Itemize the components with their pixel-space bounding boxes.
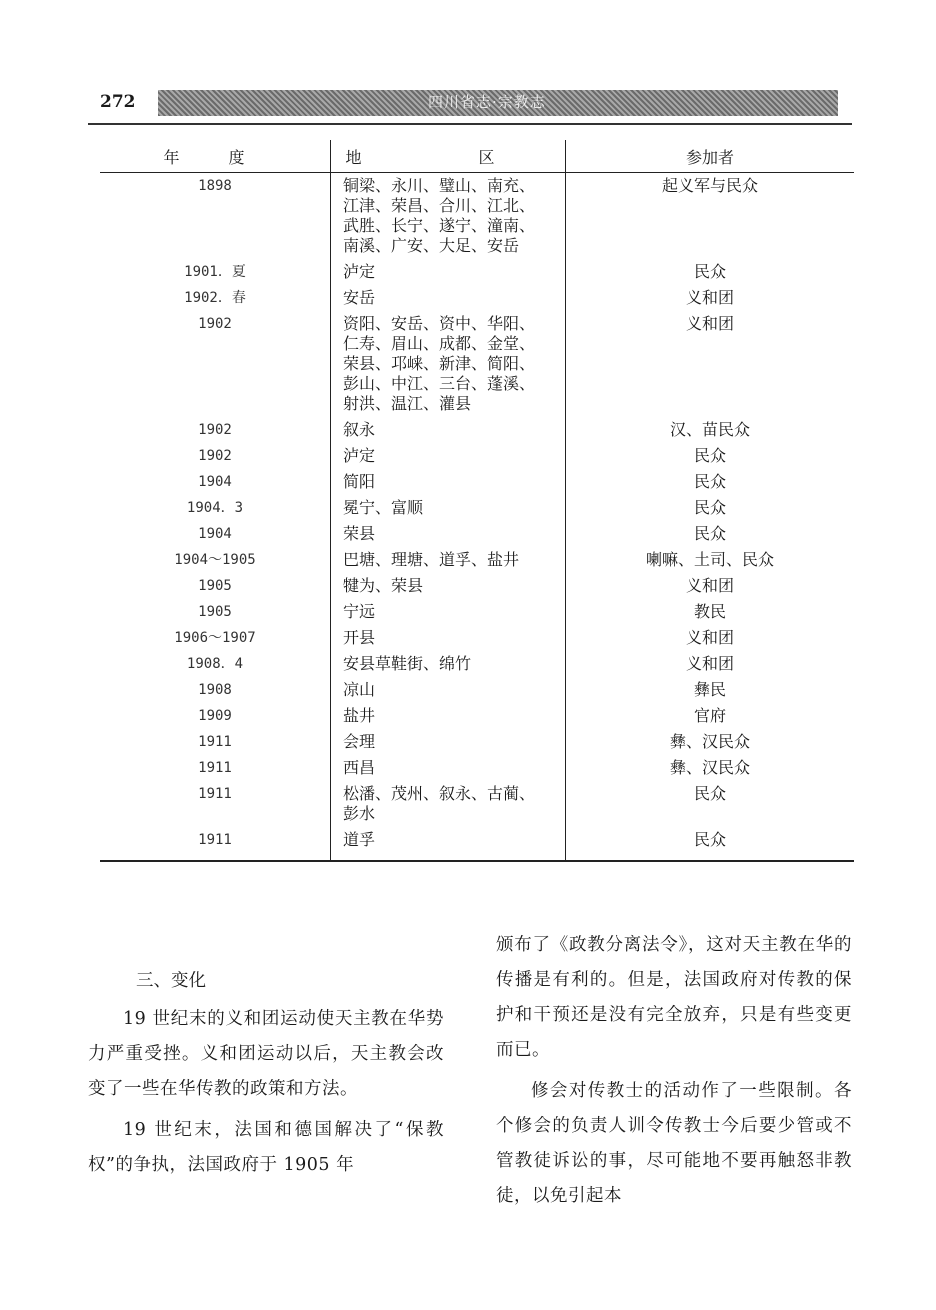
participants-cell: 喇嘛、土司、民众 — [645, 550, 774, 569]
table-row — [100, 729, 854, 755]
table-row — [100, 703, 854, 729]
header-year: 年 度 — [100, 140, 331, 173]
table-row — [100, 173, 854, 260]
region-cell: 道孚 — [331, 827, 566, 861]
year-cell: 1901．夏 — [100, 259, 331, 285]
header-region: 地 区 — [331, 140, 566, 173]
paragraph: 19 世纪末的义和团运动使天主教在华势力严重受挫。义和团运动以后，天主教会改变了一些在华传教的政策和方法。 — [88, 1009, 444, 1099]
table-row — [100, 495, 854, 521]
text-column-left — [88, 960, 444, 1183]
year-cell: 1904．3 — [100, 495, 331, 521]
participants-cell: 义和团 — [685, 288, 734, 307]
events-table — [100, 140, 852, 862]
region-cell: 安岳 — [331, 285, 566, 311]
participants-cell: 民众 — [693, 446, 726, 465]
participants-cell: 民众 — [693, 498, 726, 517]
year-cell: 1906～1907 — [100, 625, 331, 651]
table-row — [100, 443, 854, 469]
participants-cell: 义和团 — [685, 314, 734, 333]
participants-cell: 彝民 — [693, 680, 726, 699]
region-cell: 资阳、安岳、资中、华阳、仁寿、眉山、成都、金堂、荣县、邛崃、新津、简阳、彭山、中江、三台、蓬溪、射洪、温江、灌县 — [331, 311, 566, 417]
table-header-row — [100, 140, 854, 173]
year-cell: 1905 — [100, 599, 331, 625]
table-row — [100, 755, 854, 781]
header-rule — [88, 123, 852, 125]
year-cell: 1911 — [100, 755, 331, 781]
participants-cell: 起义军与民众 — [661, 176, 758, 195]
region-cell: 叙永 — [331, 417, 566, 443]
region-cell: 犍为、荣县 — [331, 573, 566, 599]
participants-cell: 义和团 — [685, 576, 734, 595]
year-cell: 1911 — [100, 781, 331, 827]
table-row — [100, 625, 854, 651]
participants-cell: 彝、汉民众 — [669, 732, 750, 751]
year-cell: 1909 — [100, 703, 331, 729]
participants-cell: 义和团 — [685, 654, 734, 673]
table-row — [100, 469, 854, 495]
year-cell: 1905 — [100, 573, 331, 599]
region-cell: 开县 — [331, 625, 566, 651]
year-cell: 1902 — [100, 443, 331, 469]
table-row — [100, 547, 854, 573]
year-cell: 1898 — [100, 173, 331, 260]
paragraph: 19 世纪末，法国和德国解决了“保教权”的争执，法国政府于 1905 年 — [88, 1120, 444, 1175]
region-cell: 巴塘、理塘、道孚、盐井 — [331, 547, 566, 573]
table-body — [100, 173, 854, 862]
participants-cell: 民众 — [693, 784, 726, 803]
running-title: 四川省志·宗教志 — [428, 93, 546, 111]
region-cell: 松潘、茂州、叙永、古蔺、彭水 — [331, 781, 566, 827]
participants-cell: 教民 — [693, 602, 726, 621]
region-cell: 泸定 — [331, 443, 566, 469]
region-cell: 冕宁、富顺 — [331, 495, 566, 521]
year-cell: 1904～1905 — [100, 547, 331, 573]
year-cell: 1911 — [100, 729, 331, 755]
region-cell: 简阳 — [331, 469, 566, 495]
year-cell: 1902．春 — [100, 285, 331, 311]
year-cell: 1902 — [100, 417, 331, 443]
table-row — [100, 677, 854, 703]
paragraph: 修会对传教士的活动作了一些限制。各个修会的负责人训令传教士今后要少管或不管教徒诉讼的事，尽可能地不要再触怒非教徒，以免引起本 — [496, 1081, 852, 1206]
table-row — [100, 781, 854, 827]
page-number: 272 — [100, 92, 136, 112]
participants-cell: 义和团 — [685, 628, 734, 647]
region-cell: 铜梁、永川、璧山、南充、江津、荣昌、合川、江北、武胜、长宁、遂宁、潼南、南溪、广安、大足、安岳 — [331, 173, 566, 260]
section-title: 三、变化 — [136, 971, 206, 991]
region-cell: 泸定 — [331, 259, 566, 285]
table-row — [100, 259, 854, 285]
region-cell: 盐井 — [331, 703, 566, 729]
table-row — [100, 651, 854, 677]
participants-cell: 民众 — [693, 524, 726, 543]
region-cell: 西昌 — [331, 755, 566, 781]
table-row — [100, 521, 854, 547]
region-cell: 宁远 — [331, 599, 566, 625]
text-column-right — [496, 928, 852, 1214]
participants-cell: 彝、汉民众 — [669, 758, 750, 777]
year-cell: 1902 — [100, 311, 331, 417]
header-participants: 参加者 — [566, 140, 855, 173]
region-cell: 荣县 — [331, 521, 566, 547]
participants-cell: 民众 — [693, 262, 726, 281]
participants-cell: 汉、苗民众 — [669, 420, 750, 439]
region-cell: 安县草鞋街、绵竹 — [331, 651, 566, 677]
year-cell: 1911 — [100, 827, 331, 861]
region-cell: 凉山 — [331, 677, 566, 703]
region-cell: 会理 — [331, 729, 566, 755]
paragraph: 颁布了《政教分离法令》，这对天主教在华的传播是有利的。但是，法国政府对传教的保护和干预还是没有完全放弃，只是有些变更而已。 — [496, 935, 852, 1060]
participants-cell: 官府 — [693, 706, 726, 725]
participants-cell: 民众 — [566, 827, 855, 861]
table-row — [100, 285, 854, 311]
table-row — [100, 599, 854, 625]
year-cell: 1904 — [100, 521, 331, 547]
table-row — [100, 827, 854, 861]
table-row — [100, 417, 854, 443]
year-cell: 1908 — [100, 677, 331, 703]
year-cell: 1904 — [100, 469, 331, 495]
table-row — [100, 573, 854, 599]
year-cell: 1908．4 — [100, 651, 331, 677]
table-row — [100, 311, 854, 417]
participants-cell: 民众 — [693, 472, 726, 491]
